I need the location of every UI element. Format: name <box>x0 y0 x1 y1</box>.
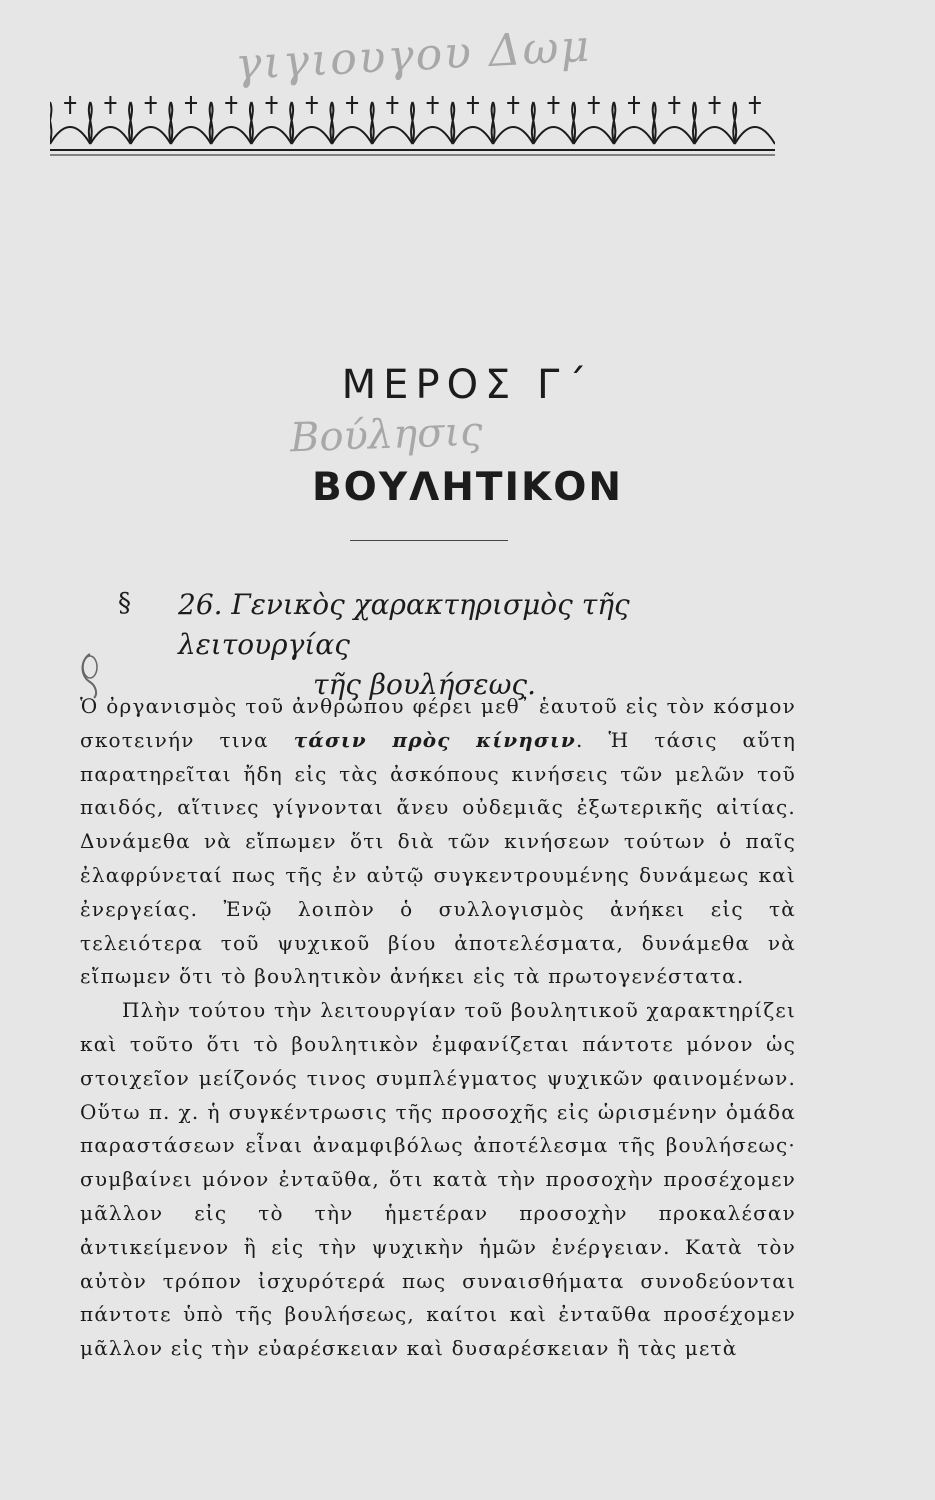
ornament-cross <box>145 96 157 114</box>
ornament-leaf <box>653 102 656 142</box>
part-title: ΜΕΡΟΣ Γ΄ <box>341 362 594 408</box>
ornament-arch <box>90 127 130 144</box>
section-heading-line-1: 26. Γενικὸς χαρακτηρισμὸς τῆς λειτουργίας <box>178 588 630 661</box>
ornament-leaf <box>290 102 293 142</box>
ornament-cross <box>507 96 519 114</box>
ornament-leaf <box>250 102 253 142</box>
ornament-cross <box>749 96 761 114</box>
ornament-arch <box>332 127 372 144</box>
paragraph-1-text-a: Ὁ ὀργανισμὸς τοῦ ἀνθρώπου φέρει μεθ᾿ ἑαυτοῦ εἰς τὸν κόσμον σκοτεινήν τινα <box>80 694 796 752</box>
section-heading-line-2: τῆς βουλήσεως. <box>313 668 536 701</box>
ornament-leaf <box>451 102 454 142</box>
title-divider <box>350 540 508 541</box>
ornament-leaf <box>572 102 575 142</box>
ornament-arch <box>453 127 493 144</box>
paragraph-2: Πλὴν τούτου τὴν λειτουργίαν τοῦ βουλητικοῦ χαρακτηρίζει καὶ τοῦτο ὅτι τὸ βουλητικὸν ἐμφανίζεται πάντοτε μόνον ὡς στοιχεῖον μείζονός τινος συμπλέγματος ψυχικῶν φαινομένων. Οὕτω π. χ. ἡ συγκέντρωσις τῆς προσοχῆς εἰς ὡρισμένην ὁμάδα παραστάσεων εἶναι ἀναμφιβόλως ἀποτέλεσμα τῆς βουλήσεως· συμβαίνει μόνον ἐνταῦθα, ὅτι κατὰ τὴν προσοχὴν προσέχομεν μᾶλλον εἰς τὸ τὴν ἡμετέραν προσοχὴν προκαλέσαν ἀντικείμενον ἢ εἰς τὴν ψυχικὴν ἡμῶν ἐνέργειαν. Κατὰ τὸν αὐτὸν τρόπον ἰσχυρότερά πως συναισθήματα συνοδεύονται πάντοτε ὑπὸ τῆς βουλήσεως, καίτοι καὶ ἐνταῦθα προσέχομεν μᾶλλον εἰς τὴν εὐαρέσκειαν καὶ δυσαρέσκειαν ἢ τὰς μετὰ <box>80 998 796 1361</box>
ornament-cross <box>104 96 116 114</box>
paragraph-1 <box>80 690 796 994</box>
body-text <box>80 690 796 1366</box>
ornament-cross <box>266 96 278 114</box>
ornament-arch <box>574 127 614 144</box>
ornament-arch <box>493 127 533 144</box>
ornament-arch <box>533 127 573 144</box>
ornament-leaf <box>492 102 495 142</box>
ornament-cross <box>427 96 439 114</box>
ornament-cross <box>709 96 721 114</box>
decorative-header-ornament <box>50 92 775 158</box>
ornament-cross <box>386 96 398 114</box>
ornament-leaf <box>331 102 334 142</box>
ornament-leaf <box>129 102 132 142</box>
ornament-arch <box>131 127 171 144</box>
ornament-arch <box>735 127 775 144</box>
paragraph-1-text-b: . Ἡ τάσις αὕτη παρατηρεῖται ἤδη εἰς τὰς ἀσκόπους κινήσεις τῶν μελῶν τοῦ παιδός, αἵτινες γίγνονται ἄνευ οὐδεμιᾶς ἐξωτερικῆς αἰτίας. Δυνάμεθα νὰ εἴπωμεν ὅτι διὰ τῶν κινήσεων τούτων ὁ παῖς ἐλαφρύνεταί πως τῆς ἐν αὐτῷ συγκεντρουμένης δυνάμεως καὶ ἐνεργείας. Ἐνῷ λοιπὸν ὁ συλλογισμὸς ἀνήκει εἰς τὰ τελειότερα τοῦ ψυχικοῦ βίου ἀποτελέσματα, δυνάμεθα νὰ εἴπωμεν ὅτι τὸ βουλητικὸν ἀνήκει εἰς τὰ πρωτογενέστατα. <box>80 727 796 989</box>
ornament-cross <box>64 96 76 114</box>
ornament-arch <box>654 127 694 144</box>
ornament-cross <box>588 96 600 114</box>
ornament-cross <box>185 96 197 114</box>
ornament-arch <box>372 127 412 144</box>
ornament-leaf <box>532 102 535 142</box>
pencil-annotation-top: γιγιουγου Δωμ <box>233 20 593 91</box>
ornament-cross <box>628 96 640 114</box>
ornament-cross <box>306 96 318 114</box>
ornament-arch <box>50 127 90 144</box>
ornament-arch <box>614 127 654 144</box>
ornament-cross <box>346 96 358 114</box>
ornament-leaf <box>612 102 615 142</box>
ornament-cross <box>668 96 680 114</box>
ornament-cross <box>467 96 479 114</box>
ornament-arch <box>211 127 251 144</box>
pencil-annotation-title: Βούλησις <box>289 408 484 462</box>
ornament-leaf <box>50 102 51 142</box>
ornament-arch <box>694 127 734 144</box>
ornament-arch <box>251 127 291 144</box>
ornament-cross <box>225 96 237 114</box>
ornament-leaf <box>693 102 696 142</box>
section-heading <box>178 585 798 705</box>
ornament-leaf <box>733 102 736 142</box>
ornament-leaf <box>411 102 414 142</box>
ornament-arch <box>292 127 332 144</box>
main-title: ΒΟΥΛΗΤΙΚΟΝ <box>311 465 624 510</box>
ornament-leaf <box>210 102 213 142</box>
ornament-leaf <box>371 102 374 142</box>
ornament-arch <box>171 127 211 144</box>
ornament-arch <box>413 127 453 144</box>
ornament-leaf <box>89 102 92 142</box>
section-mark: § <box>118 588 131 618</box>
ornament-cross <box>547 96 559 114</box>
ornament-leaf <box>169 102 172 142</box>
paragraph-1-emphasis: τάσιν πρὸς κίνησιν <box>293 727 576 752</box>
